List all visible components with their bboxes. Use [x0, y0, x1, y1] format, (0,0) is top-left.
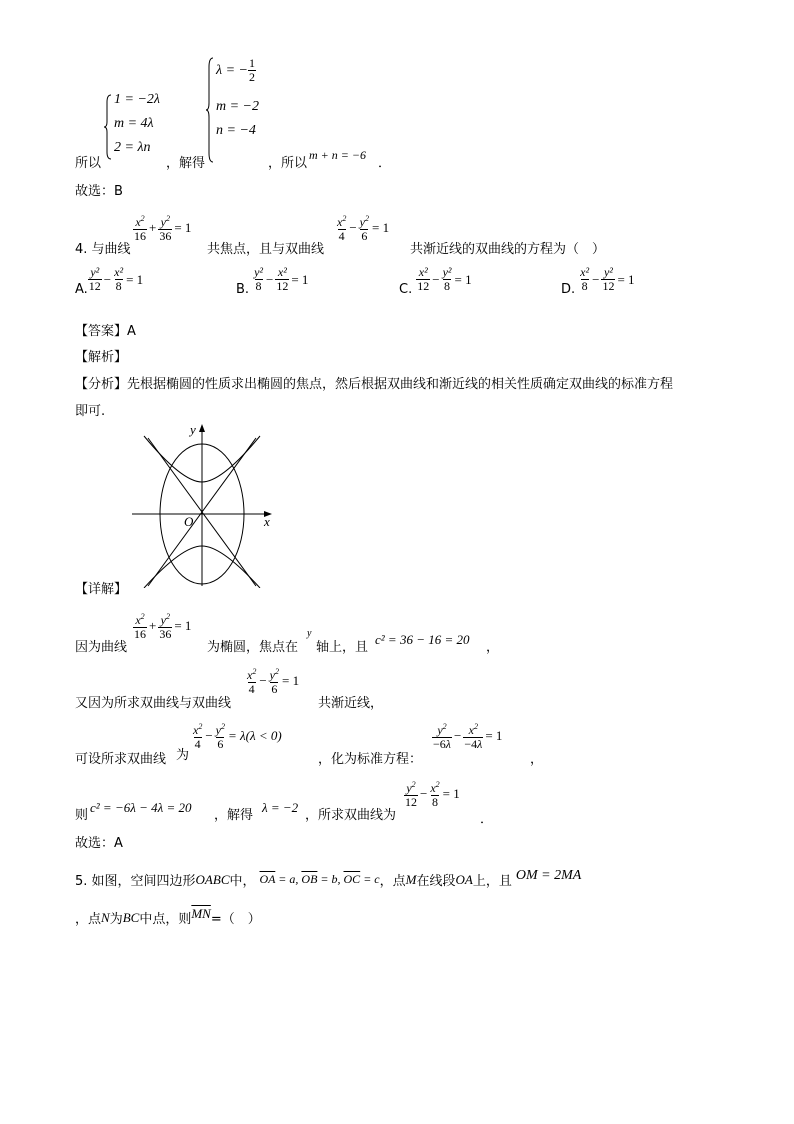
q5-vector-equations: $\overline{OA} = a$, $\overline{OB} = b$, $\overline{OC} = c$ — [259, 872, 380, 886]
q4-fenxi-cont: 即可. — [75, 404, 106, 419]
q4-option-a[interactable]: A. $\frac{\text{y²}}{12}$ − $\frac{\text{x²}}{8}$ = 1 — [75, 265, 144, 297]
prev-solution-system — [206, 55, 276, 165]
q4-option-b[interactable]: B. $\frac{\text{y²}}{8}$ − $\frac{\text{x²}}{12}$ = 1 — [236, 265, 309, 297]
lambda-solution: λ = − $\frac{1}{2}$ — [216, 56, 255, 84]
suoyi-label: 所以 — [75, 156, 102, 171]
prev-system-equations — [104, 92, 174, 162]
q4-mid1: 共焦点，且与双曲线 — [207, 242, 325, 257]
detail-c-squared-eq: c² = 36 − 16 = 20 — [375, 632, 470, 647]
q4-option-d[interactable]: D. $\frac{\text{x²}}{8}$ − $\frac{\text{y²}}{12}$ = 1 — [561, 265, 635, 297]
detail-l1-end: ， — [486, 640, 500, 655]
detail-standard-form: $\frac{y^2}{-6\lambda}$ − $\frac{x^2}{-4\lambda}$ = 1 — [433, 722, 503, 751]
ellipse-hyperbola-figure — [128, 422, 278, 588]
detail-l1-a: 因为曲线 — [75, 640, 128, 655]
q5-om-equation: OM = 2MA — [515, 867, 582, 883]
m-plus-n-result: m + n = −6 — [309, 148, 366, 162]
q4-final-answer: 故选：A — [75, 836, 123, 851]
q4-answer: 【答案】A — [75, 324, 136, 339]
detail-l4-a: 则 — [75, 808, 89, 823]
y-axis-arrow — [199, 424, 205, 432]
detail-l2-b: 共渐近线， — [318, 696, 384, 711]
detail-l1-y: y — [307, 628, 312, 639]
detail-lambda-eq: $\frac{x^2}{4}$ − $\frac{y^2}{6}$ = λ(λ < 0) — [193, 722, 282, 751]
m-solution: m = −2 — [216, 99, 260, 114]
q5-line1: 5. 如图，空间四边形 OABC 中， $\overline{OA} = a$, $\overline{OB} = b$, $\overline{OC} = c$ ，点 M 在线段 OA 上，且 OM = 2MA — [75, 867, 582, 889]
q4-jiexi-tag: 【解析】 — [75, 350, 128, 365]
detail-lambda-value: λ = −2 — [262, 800, 299, 815]
left-brace — [104, 94, 112, 160]
left-brace — [206, 57, 214, 163]
n-solution: n = −4 — [216, 123, 256, 138]
detail-l1-c: 轴上，且 — [316, 640, 369, 655]
detail-l1-b: 为椭圆，焦点在 — [207, 640, 299, 655]
period: ． — [378, 156, 392, 171]
sys1-eq2: m = 4λ — [114, 116, 154, 131]
q4-ellipse-equation: $\frac{x^2}{16}$ + $\frac{y^2}{36}$ = 1 — [134, 214, 192, 243]
q5-mn-vector: $\overline{MN}$ — [191, 905, 211, 921]
suoyi2-label: ，所以 — [268, 156, 308, 171]
detail-l3-end: ， — [530, 752, 544, 767]
y-axis-label: y — [190, 422, 196, 437]
detail-l4-end: ． — [480, 812, 494, 827]
origin-label: O — [184, 514, 194, 529]
q4-option-c[interactable]: C. $\frac{\text{x²}}{12}$ − $\frac{\text{y²}}{8}$ = 1 — [399, 265, 472, 297]
x-axis-label: x — [264, 514, 270, 529]
q4-mid2: 共渐近线的双曲线的方程为（ ） — [410, 242, 606, 257]
detail-ellipse-eq: $\frac{x^2}{16}$ + $\frac{y^2}{36}$ = 1 — [134, 612, 192, 641]
q4-fenxi: 【分析】先根据椭圆的性质求出椭圆的焦点，然后根据双曲线和渐近线的相关性质确定双曲线的标准方程 — [75, 377, 674, 392]
detail-l3-wei: 为 — [176, 748, 190, 763]
q5-line2: ，点 N 为 BC 中点，则 $\overline{MN}$ =（ ） — [75, 905, 261, 927]
detail-c-lambda-eq: c² = −6λ − 4λ = 20 — [90, 800, 192, 815]
sys1-eq3: 2 = λn — [114, 140, 151, 155]
detail-l4-c: ，所求双曲线为 — [305, 808, 397, 823]
sys1-eq1: 1 = −2λ — [114, 92, 160, 107]
q4-hyperbola-equation: $\frac{x^2}{4}$ − $\frac{y^2}{6}$ = 1 — [337, 214, 390, 243]
detail-l4-b: ，解得 — [214, 808, 254, 823]
detail-l3-b: ，化为标准方程： — [318, 752, 423, 767]
prev-answer: 故选：B — [75, 184, 123, 199]
detail-l3-a: 可设所求双曲线 — [75, 752, 167, 767]
q4-xiangjie-tag: 【详解】 — [75, 582, 128, 597]
detail-final-hyperbola: $\frac{y^2}{12}$ − $\frac{x^2}{8}$ = 1 — [405, 780, 460, 809]
detail-l2-a: 又因为所求双曲线与双曲线 — [75, 696, 232, 711]
q4-prefix: 4. 与曲线 — [75, 242, 131, 257]
jiede-label: ，解得 — [166, 156, 206, 171]
detail-hyperbola-eq: $\frac{x^2}{4}$ − $\frac{y^2}{6}$ = 1 — [247, 667, 300, 696]
